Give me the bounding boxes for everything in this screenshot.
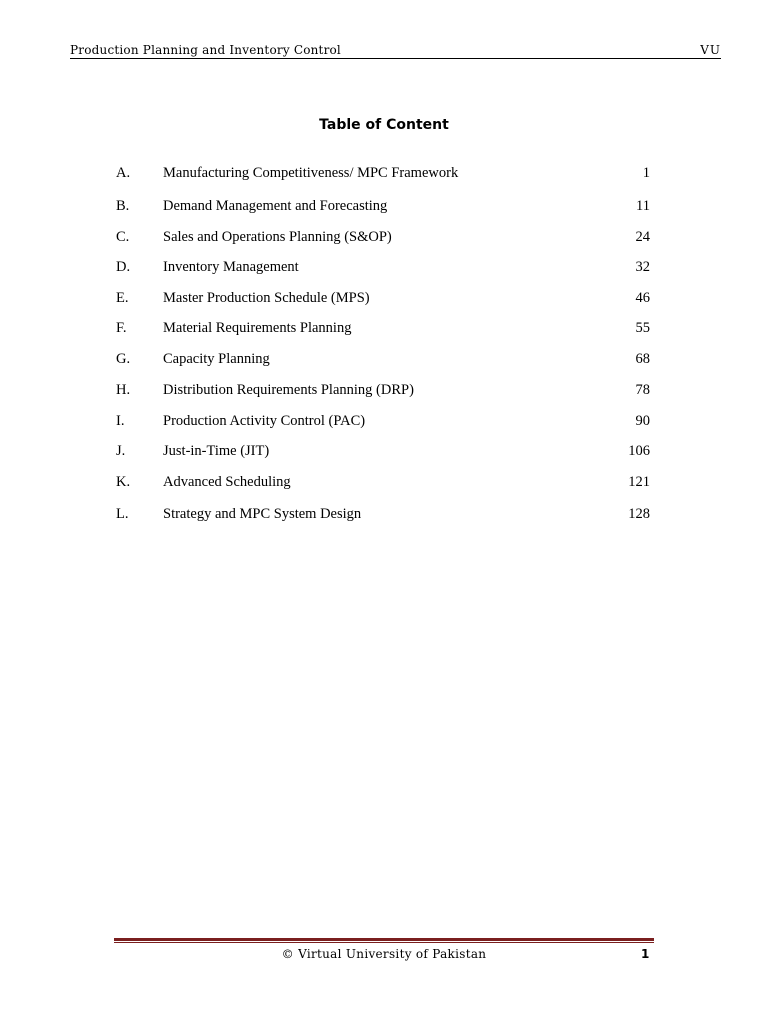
toc-entry-letter: G. xyxy=(116,351,131,367)
toc-entry-title[interactable]: Strategy and MPC System Design xyxy=(163,506,362,522)
toc-entry-title[interactable]: Distribution Requirements Planning (DRP) xyxy=(163,382,414,398)
page-header xyxy=(70,42,721,59)
toc-heading: Table of Content xyxy=(319,117,449,133)
toc-entry[interactable] xyxy=(116,382,650,402)
toc-entry-letter: B. xyxy=(116,198,130,214)
toc-entry-letter: L. xyxy=(116,506,129,522)
toc-entry-page: 32 xyxy=(635,259,650,275)
toc-entry-letter: E. xyxy=(116,290,129,306)
toc-entry-title[interactable]: Capacity Planning xyxy=(163,351,270,367)
toc-entry[interactable] xyxy=(116,413,650,433)
toc-entry-page: 128 xyxy=(628,506,650,522)
toc-entry[interactable] xyxy=(116,320,650,340)
toc-entry-letter: C. xyxy=(116,229,130,245)
toc-entry-page: 90 xyxy=(635,413,650,429)
toc-entry[interactable] xyxy=(116,443,650,463)
footer-rule-thin xyxy=(114,942,654,943)
toc-entry-page: 1 xyxy=(642,165,650,181)
toc-entry-title[interactable]: Just-in-Time (JIT) xyxy=(163,443,270,459)
toc-entry-page: 78 xyxy=(635,382,650,398)
footer-page-number: 1 xyxy=(641,947,650,961)
toc-entry-page: 121 xyxy=(628,474,650,490)
toc-entry-title[interactable]: Manufacturing Competitiveness/ MPC Framework xyxy=(163,165,459,181)
toc-entry-letter: A. xyxy=(116,165,131,181)
toc-entry-letter: I. xyxy=(116,413,125,429)
toc-entry-letter: J. xyxy=(116,443,126,459)
toc-entry-page: 106 xyxy=(628,443,650,459)
toc-entry[interactable] xyxy=(116,259,650,279)
toc-entry-title[interactable]: Sales and Operations Planning (S&OP) xyxy=(163,229,392,245)
toc-entry-title[interactable]: Material Requirements Planning xyxy=(163,320,352,336)
toc-entry-page: 24 xyxy=(635,229,650,245)
header-title: Production Planning and Inventory Control xyxy=(70,43,341,57)
toc-entry-letter: K. xyxy=(116,474,131,490)
toc-entry[interactable] xyxy=(116,351,650,371)
toc-entry-title[interactable]: Advanced Scheduling xyxy=(163,474,291,490)
toc-entry-page: 46 xyxy=(635,290,650,306)
footer-rule-thick xyxy=(114,938,654,941)
toc-entry[interactable] xyxy=(116,198,650,218)
toc-entry-page: 11 xyxy=(636,198,650,214)
toc-entry-page: 55 xyxy=(635,320,650,336)
toc-entry-title[interactable]: Production Activity Control (PAC) xyxy=(163,413,366,429)
toc-entry[interactable] xyxy=(116,474,650,494)
toc-entry[interactable] xyxy=(116,229,650,249)
toc-entry[interactable] xyxy=(116,290,650,310)
toc-entry[interactable] xyxy=(116,506,650,526)
toc-entry-title[interactable]: Inventory Management xyxy=(163,259,299,275)
footer-copyright: © Virtual University of Pakistan xyxy=(281,947,487,961)
header-institution: VU xyxy=(700,43,721,57)
toc-entry-letter: H. xyxy=(116,382,131,398)
toc-entry[interactable] xyxy=(116,165,650,185)
toc-entry-title[interactable]: Master Production Schedule (MPS) xyxy=(163,290,370,306)
toc-entry-letter: F. xyxy=(116,320,127,336)
toc-entry-page: 68 xyxy=(635,351,650,367)
toc-entry-letter: D. xyxy=(116,259,131,275)
toc-entry-title[interactable]: Demand Management and Forecasting xyxy=(163,198,388,214)
